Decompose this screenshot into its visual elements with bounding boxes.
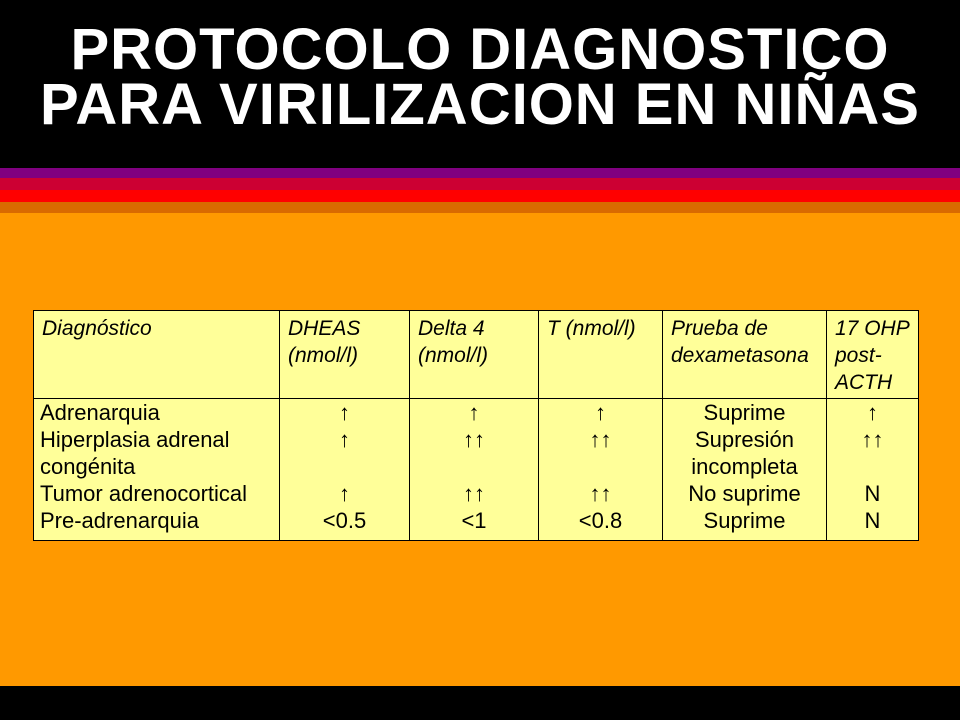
row-pre-adrenarquia-17ohp: N xyxy=(864,508,881,533)
row-tumor-testosterona: ↑↑ xyxy=(539,480,663,507)
row-tumor-17ohp: N xyxy=(864,481,881,506)
slide-title xyxy=(0,17,960,137)
bottom-band xyxy=(0,686,960,720)
row-adrenarquia-diagnosis: Adrenarquia xyxy=(34,399,280,426)
decorative-stripe-purple xyxy=(0,168,960,178)
row-hiperplasia-dexametasona: Supresión incompleta xyxy=(663,426,827,480)
row-pre-adrenarquia-dexametasona: Suprime xyxy=(663,507,827,540)
row-adrenarquia-dheas: ↑ xyxy=(280,399,410,426)
diagnostic-table xyxy=(33,310,919,541)
header-dexametasona: Prueba de dexametasona xyxy=(663,311,827,399)
header-17ohp: 17 OHP post-ACTH xyxy=(827,311,918,399)
decorative-stripe-red xyxy=(0,190,960,202)
row-hiperplasia-diagnosis: Hiperplasia adrenal congénita xyxy=(34,426,280,480)
row-adrenarquia-testosterona: ↑ xyxy=(539,399,663,426)
row-pre-adrenarquia-dheas: <0.5 xyxy=(280,507,410,540)
row-hiperplasia-17ohp: ↑↑ xyxy=(861,427,884,452)
header-testosterona: T (nmol/l) xyxy=(539,311,663,399)
row-pre-adrenarquia-diagnosis: Pre-adrenarquia xyxy=(34,507,280,540)
row-hiperplasia-dheas: ↑ xyxy=(280,426,410,480)
header-dheas: DHEAS (nmol/l) xyxy=(280,311,410,399)
title-line-2: PARA VIRILIZACION EN NIÑAS xyxy=(40,72,920,137)
row-adrenarquia-delta4: ↑ xyxy=(410,399,539,426)
row-tumor-delta4: ↑↑ xyxy=(410,480,539,507)
row-pre-adrenarquia-testosterona: <0.8 xyxy=(539,507,663,540)
row-hiperplasia-testosterona: ↑↑ xyxy=(539,426,663,480)
row-pre-adrenarquia-delta4: <1 xyxy=(410,507,539,540)
title-line-1: PROTOCOLO DIAGNOSTICO xyxy=(70,17,890,82)
row-tumor-dexametasona: No suprime xyxy=(663,480,827,507)
decorative-stripe-crimson xyxy=(0,178,960,190)
row-adrenarquia-17ohp: ↑ xyxy=(867,400,878,425)
header-diagnostico: Diagnóstico xyxy=(34,311,280,399)
row-tumor-dheas: ↑ xyxy=(280,480,410,507)
decorative-stripe-dark-orange xyxy=(0,202,960,213)
row-tumor-diagnosis: Tumor adrenocortical xyxy=(34,480,280,507)
row-adrenarquia-dexametasona: Suprime xyxy=(663,399,827,426)
row-hiperplasia-delta4: ↑↑ xyxy=(410,426,539,480)
header-delta4: Delta 4 (nmol/l) xyxy=(410,311,539,399)
